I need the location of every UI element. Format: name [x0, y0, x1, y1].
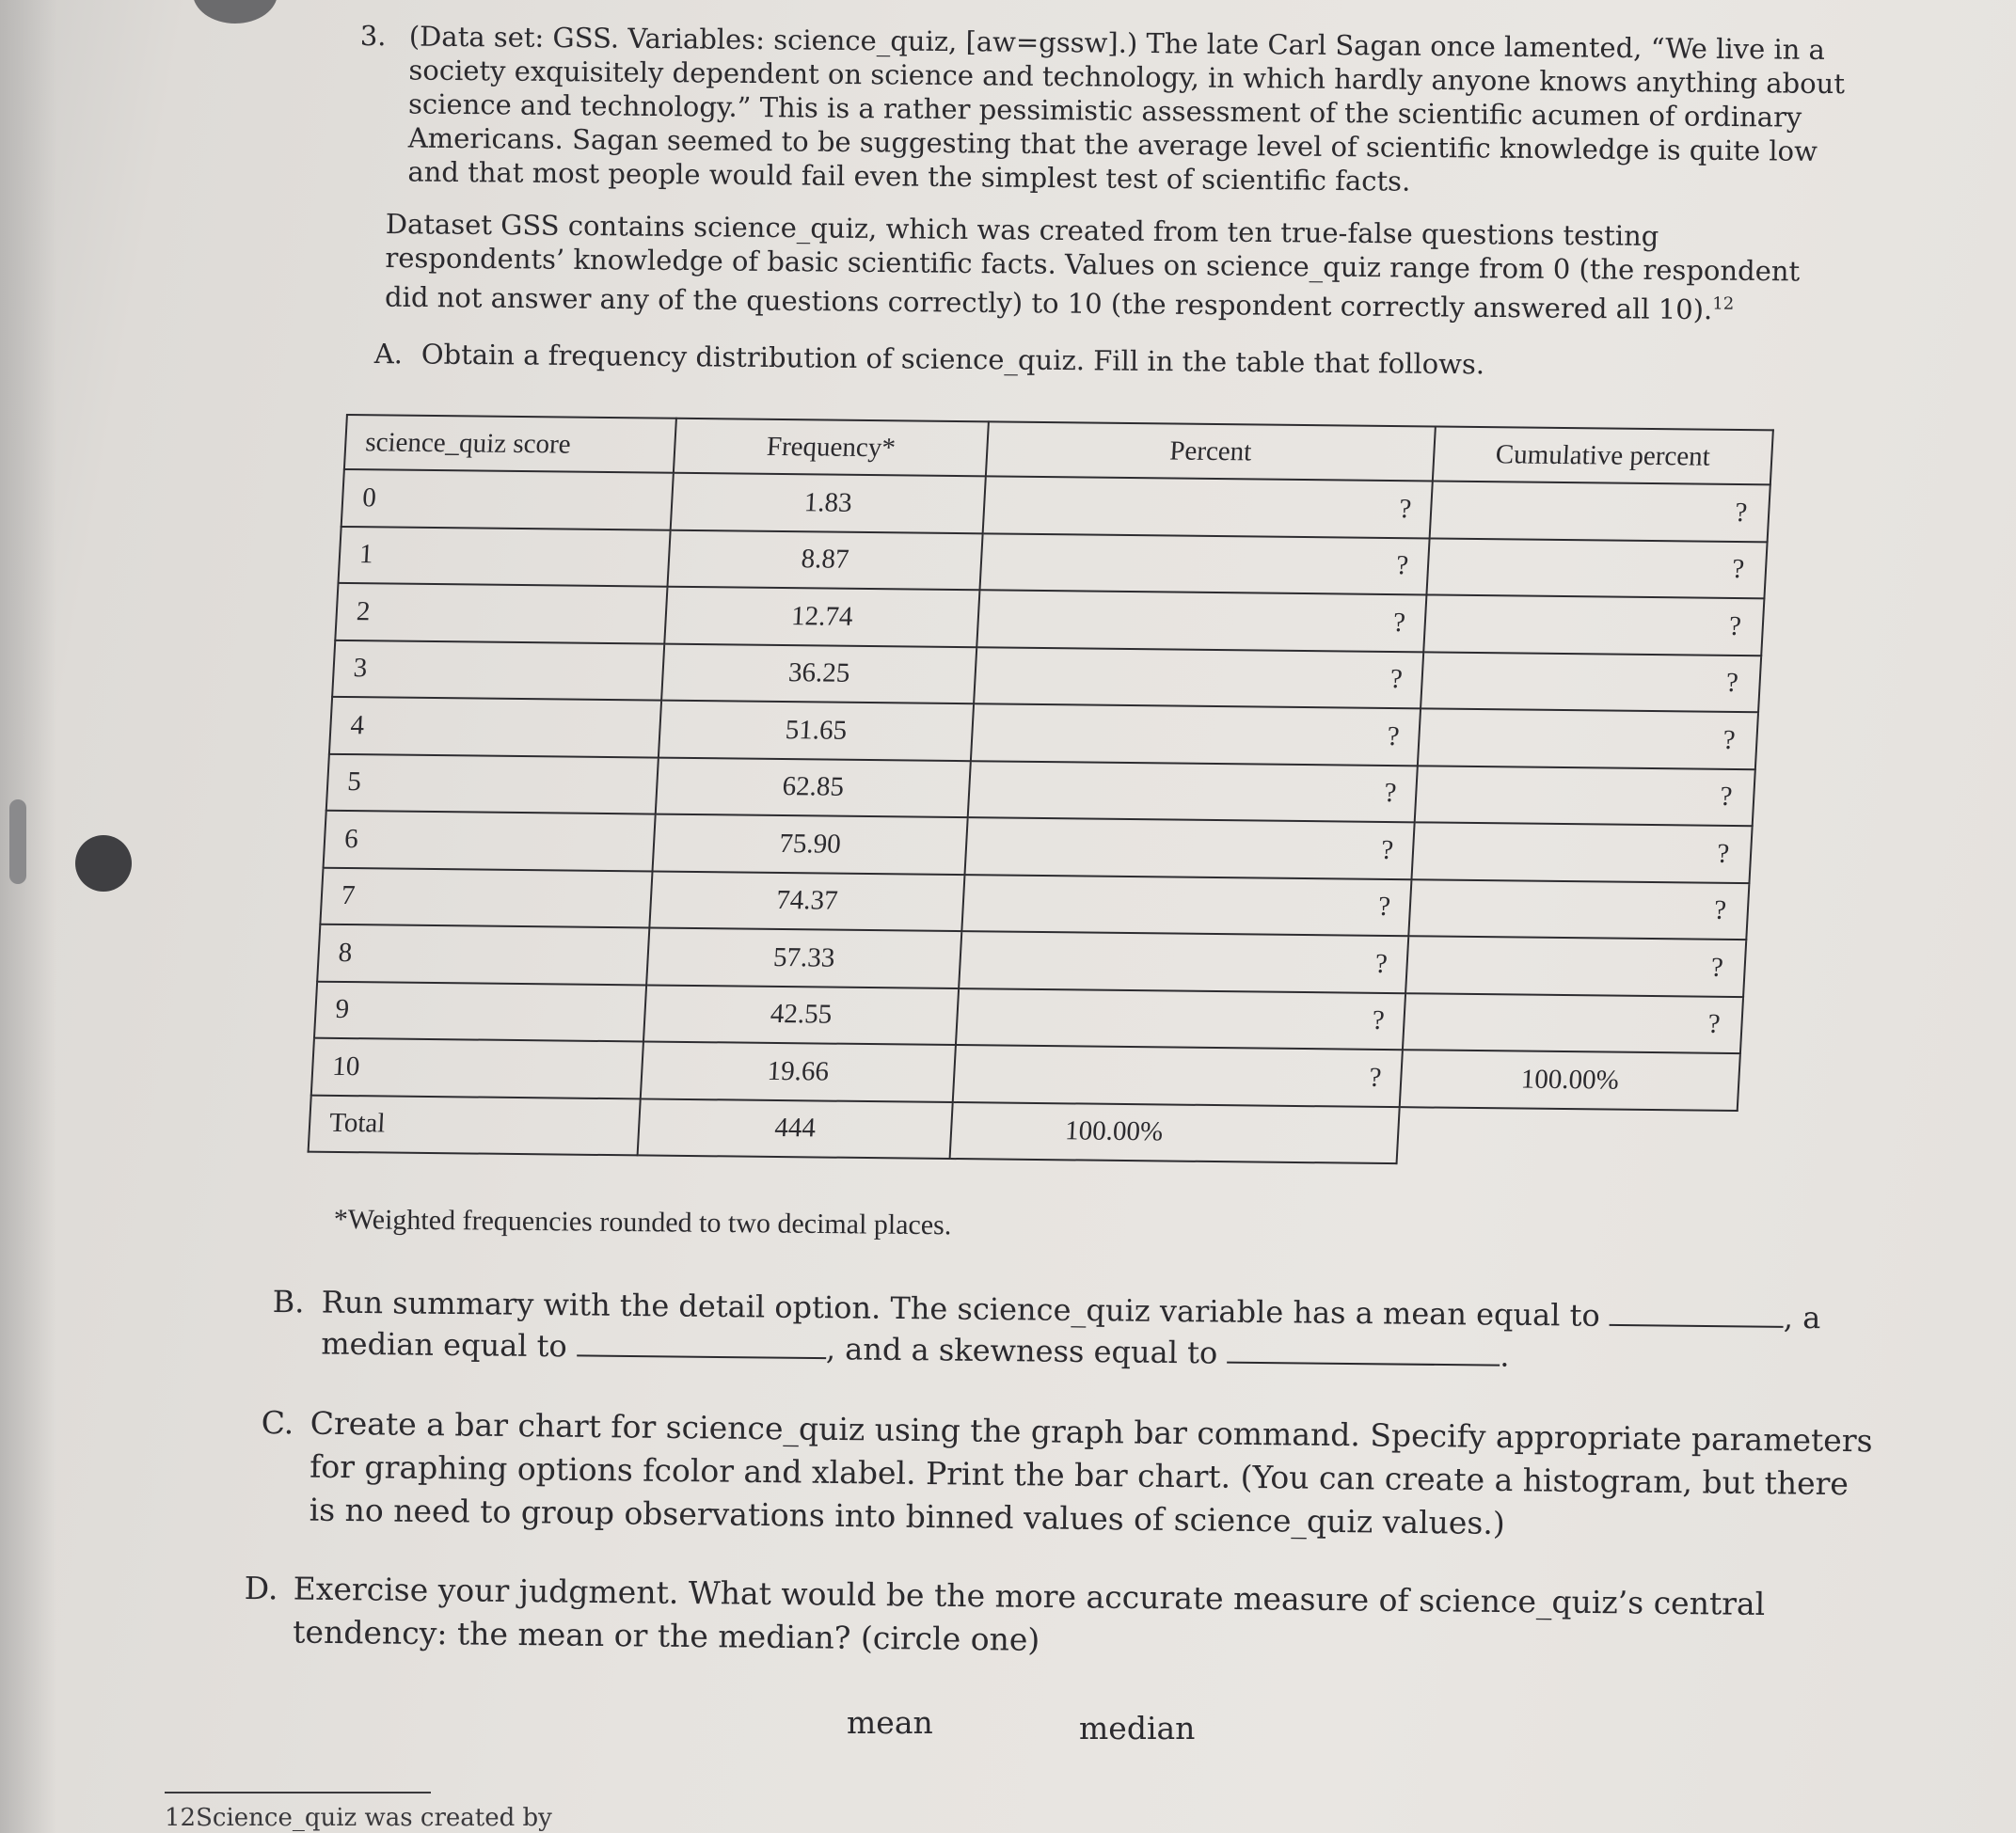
score-cell: 5: [326, 753, 659, 814]
frequency-cell: 74.37: [649, 871, 964, 931]
footnote-ref-12: 12: [1712, 293, 1735, 314]
question-number: 3.: [359, 19, 387, 53]
part-d-label: D.: [244, 1569, 278, 1607]
table-footnote: *Weighted frequencies rounded to two decimal places.: [333, 1204, 952, 1241]
score-cell: 9: [314, 981, 646, 1041]
part-a: [374, 337, 1786, 384]
header-score: science_quiz score: [344, 415, 676, 473]
percent-cell[interactable]: ?: [961, 875, 1411, 937]
score-cell: 10: [311, 1038, 643, 1098]
frequency-cell: 42.55: [643, 985, 959, 1045]
header-frequency: Frequency*: [674, 419, 989, 477]
score-cell: 3: [332, 640, 664, 700]
frequency-cell: 57.33: [646, 928, 961, 988]
part-b-text-1: Run summary with the detail option. The science_quiz variable has a mean equal to: [321, 1284, 1600, 1334]
percent-cell[interactable]: ?: [974, 647, 1423, 709]
part-a-label: A.: [373, 337, 404, 371]
cumulative-cell[interactable]: ?: [1415, 766, 1755, 826]
score-cell: 4: [329, 697, 661, 757]
cumulative-cell[interactable]: ?: [1426, 538, 1767, 598]
mean-answer-blank[interactable]: [1610, 1296, 1784, 1328]
total-label: Total: [309, 1095, 641, 1155]
cumulative-cell[interactable]: ?: [1411, 822, 1752, 882]
question-paragraph-2: [385, 207, 1834, 327]
cumulative-cell[interactable]: ?: [1418, 708, 1758, 768]
total-percent: 100.00%: [950, 1102, 1400, 1164]
part-b-body: [321, 1282, 1891, 1381]
part-b-text-3: , and a skewness equal to: [825, 1331, 1218, 1371]
cumulative-cell[interactable]: ?: [1405, 936, 1746, 996]
score-cell: 0: [341, 469, 674, 529]
question-paragraph-1: (Data set: GSS. Variables: science_quiz, [aw=gssw].) The late Carl Sagan once lamented, “We live in a society exquisitely dependent on science and technology, in which hardly anyone knows anything about science and technology.” This is a rather pessimistic assessment of the scientific acumen of ordinary Americans. Sagan seemed to be suggesting that the average level of scientific knowledge is quite low and that most people would fail even the simplest test of scientific facts.: [407, 20, 1846, 198]
part-b-label: B.: [272, 1283, 305, 1320]
question-3: [358, 19, 1847, 202]
footnote-12: 12Science_quiz was created by: [165, 1804, 552, 1832]
percent-cell[interactable]: ?: [971, 703, 1421, 766]
total-frequency: 444: [638, 1098, 953, 1159]
cumulative-cell[interactable]: ?: [1408, 879, 1749, 940]
cumulative-cell[interactable]: ?: [1421, 652, 1761, 712]
score-cell: 8: [317, 924, 649, 985]
percent-cell[interactable]: ?: [983, 476, 1433, 538]
frequency-cell: 12.74: [664, 587, 979, 647]
paragraph-2-text: Dataset GSS contains science_quiz, which was created from ten true-false questions testing respondents’ knowledge of basic scientific facts. Values on science_quiz range from 0 (the respondent did not answer any of the questions correctly) to 10 (the respondent correctly answered all 10).: [384, 207, 1801, 326]
cumulative-cell: 100.00%: [1400, 1050, 1740, 1110]
part-b: [272, 1281, 1891, 1381]
part-a-text: Obtain a frequency distribution of science_quiz. Fill in the table that follows.: [421, 338, 1485, 381]
part-c-text: Create a bar chart for science_quiz using the graph bar command. Specify appropriate parameters for graphing options fcolor and xlabel. Print the bar chart. (You can create a histogram, but there is no need to group observations into binned values of science_quiz values.): [309, 1404, 1873, 1542]
score-cell: 7: [320, 867, 652, 927]
percent-cell[interactable]: ?: [965, 817, 1415, 879]
part-c: [260, 1401, 1879, 1550]
header-cumulative: Cumulative percent: [1433, 427, 1773, 485]
choice-mean[interactable]: mean: [847, 1704, 933, 1741]
empty-cell: [1397, 1107, 1738, 1167]
cumulative-cell[interactable]: ?: [1430, 482, 1770, 542]
score-cell: 1: [339, 526, 671, 586]
frequency-cell: 75.90: [653, 814, 968, 875]
percent-cell[interactable]: ?: [953, 1045, 1403, 1107]
part-c-label: C.: [261, 1403, 294, 1442]
median-answer-blank[interactable]: [577, 1326, 826, 1359]
frequency-cell: 51.65: [659, 701, 974, 761]
footnote-divider: [165, 1792, 431, 1793]
cumulative-cell[interactable]: ?: [1423, 594, 1764, 655]
frequency-cell: 1.83: [671, 473, 986, 533]
frequency-cell: 19.66: [641, 1041, 956, 1101]
frequency-cell: 36.25: [661, 643, 976, 703]
frequency-cell: 62.85: [656, 757, 971, 817]
percent-cell[interactable]: ?: [979, 533, 1429, 595]
cumulative-cell[interactable]: ?: [1403, 993, 1743, 1053]
percent-cell[interactable]: ?: [976, 590, 1426, 652]
part-d-text: Exercise your judgment. What would be the more accurate measure of science_quiz’s central tendency: the mean or the median? (circle one): [293, 1570, 1766, 1658]
frequency-table: [308, 414, 1774, 1168]
part-b-text-2: , a median equal to: [321, 1299, 1821, 1365]
part-d: [244, 1567, 1881, 1670]
header-percent: Percent: [986, 421, 1436, 481]
percent-cell[interactable]: ?: [968, 761, 1418, 823]
percent-cell[interactable]: ?: [959, 931, 1408, 993]
skewness-answer-blank[interactable]: [1227, 1334, 1500, 1367]
percent-cell[interactable]: ?: [956, 988, 1405, 1051]
choice-median[interactable]: median: [1079, 1710, 1196, 1746]
score-cell: 2: [335, 583, 667, 643]
frequency-cell: 8.87: [667, 529, 982, 590]
part-b-text-4: .: [1500, 1337, 1510, 1374]
score-cell: 6: [324, 811, 656, 871]
